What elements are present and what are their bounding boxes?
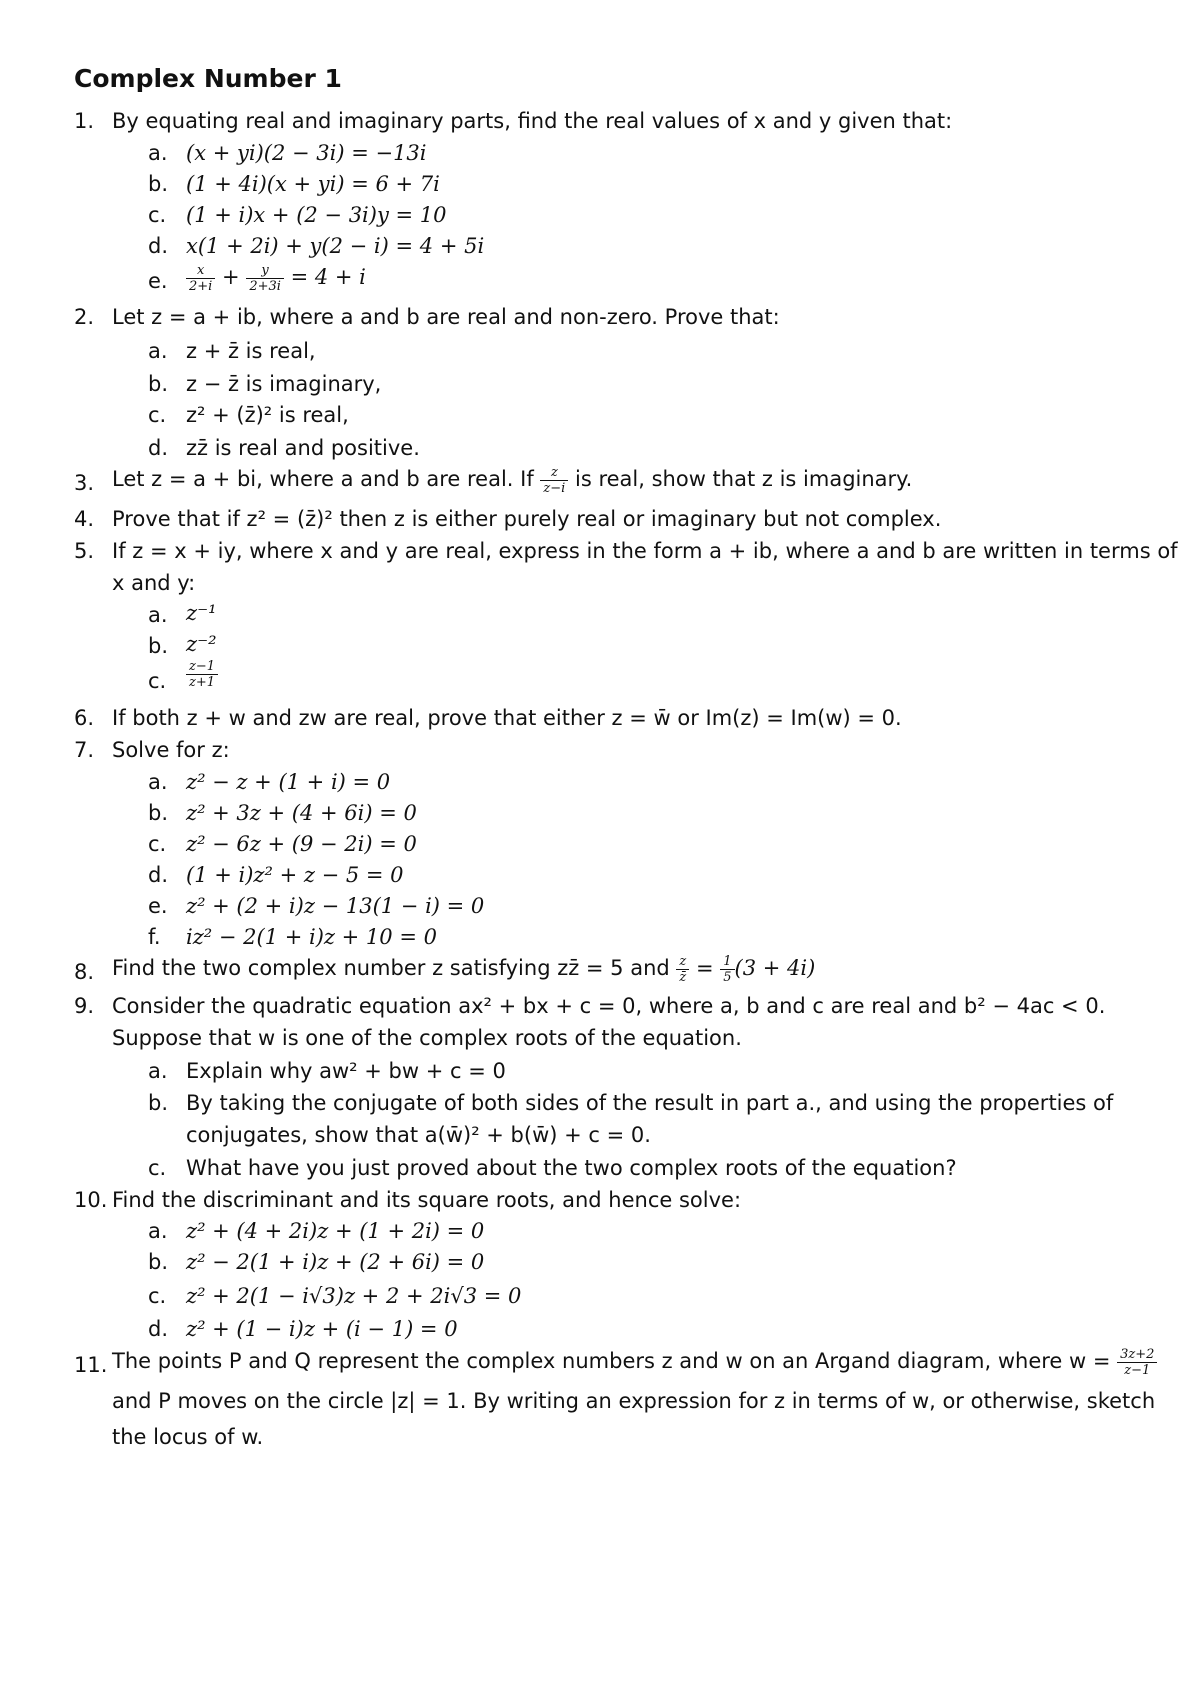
item-label: b. [148,1250,169,1274]
item-label: a. [148,603,168,627]
item-label: e. [148,269,168,293]
q10-d-equation: z² + (1 − i)z + (i − 1) = 0 [186,1317,458,1341]
q7-d-equation: (1 + i)z² + z − 5 = 0 [186,863,404,887]
question-11-text-cont: and P moves on the circle |z| = 1. By writing an expression for z in terms of w, or otherwise, sketch [112,1389,1156,1413]
question-9-text: Consider the quadratic equation ax² + bx + c = 0, where a, b and c are real and b² − 4ac < 0. [112,994,1106,1018]
fraction: $\frac{x}{2+i}$ [186,263,215,294]
item-label: b. [148,634,169,658]
item-label: a. [148,1219,168,1243]
question-number: 6. [74,706,95,730]
q10-a-equation: z² + (4 + 2i)z + (1 + 2i) = 0 [186,1219,485,1243]
question-5-text-cont: x and y: [112,571,196,595]
item-label: b. [148,1091,169,1115]
question-10-text: Find the discriminant and its square roots, and hence solve: [112,1188,742,1212]
item-label: a. [148,141,168,165]
q5-c-expression [186,658,218,690]
question-1-text: By equating real and imaginary parts, find the real values of x and y given that: [112,109,953,133]
q7-f-equation: iz² − 2(1 + i)z + 10 = 0 [186,925,437,949]
question-number: 8. [74,960,95,984]
question-number: 2. [74,305,95,329]
item-label: d. [148,1317,169,1341]
question-number: 10. [74,1188,108,1212]
item-label: b. [148,801,169,825]
item-label: d. [148,234,169,258]
item-label: c. [148,1156,167,1180]
q1-e-equation: $\frac{x}{2+i}$ + $\frac{y}{2+3i}$ = 4 + i [186,262,366,294]
question-number: 1. [74,109,95,133]
q1-a-equation: (x + yi)(2 − 3i) = −13i [186,141,427,165]
item-label: c. [148,669,167,693]
q2-b-text: z − z̄ is imaginary, [186,372,382,396]
q1-b-equation: (1 + 4i)(x + yi) = 6 + 7i [186,172,440,196]
q9-b-text: By taking the conjugate of both sides of the result in part a., and using the properties of [186,1091,1114,1115]
item-label: f. [148,925,161,949]
page-title: Complex Number 1 [74,64,342,93]
q5-a-expression: z⁻¹ [186,601,217,625]
question-9-text-cont: Suppose that w is one of the complex roots of the equation. [112,1026,742,1050]
q9-b-text-cont: conjugates, show that a(w̄)² + b(w̄) + c = 0. [186,1123,651,1147]
question-2-text: Let z = a + ib, where a and b are real and non-zero. Prove that: [112,305,780,329]
fraction: $\frac{y}{2+3i}$ [246,263,284,294]
fraction: $\frac{3z+2}{z-1}$ [1117,1347,1157,1378]
question-8-text: Find the two complex number z satisfying zz̄ = 5 and $\frac{z}{z̄}$ = $\frac{1}{5}$ (3 + 4i) [112,953,816,985]
item-label: d. [148,863,169,887]
fraction: $\frac{z}{z-i}$ [540,465,568,496]
question-number: 3. [74,471,95,495]
question-4-text: Prove that if z² = (z̄)² then z is either purely real or imaginary but not complex. [112,507,942,531]
item-label: a. [148,1059,168,1083]
q7-b-equation: z² + 3z + (4 + 6i) = 0 [186,801,417,825]
item-label: c. [148,403,167,427]
question-11-text: The points P and Q represent the complex numbers z and w on an Argand diagram, where w = $\frac{3z+2}{z-1}$ [112,1346,1157,1378]
item-label: d. [148,436,169,460]
q1-c-equation: (1 + i)x + (2 − 3i)y = 10 [186,203,447,227]
q2-d-text: zz̄ is real and positive. [186,436,420,460]
q10-c-equation: z² + 2(1 − i√3)z + 2 + 2i√3 = 0 [186,1284,522,1308]
q2-c-text: z² + (z̄)² is real, [186,403,349,427]
question-5-text: If z = x + iy, where x and y are real, express in the form a + ib, where a and b are written in terms of [112,539,1178,563]
question-11-text-cont2: the locus of w. [112,1425,264,1449]
q1-d-equation: x(1 + 2i) + y(2 − i) = 4 + 5i [186,234,485,258]
item-label: e. [148,894,168,918]
q7-c-equation: z² − 6z + (9 − 2i) = 0 [186,832,417,856]
q2-a-text: z + z̄ is real, [186,339,316,363]
item-label: b. [148,172,169,196]
q7-e-equation: z² + (2 + i)z − 13(1 − i) = 0 [186,894,485,918]
question-number: 5. [74,539,95,563]
q9-c-text: What have you just proved about the two complex roots of the equation? [186,1156,957,1180]
item-label: a. [148,339,168,363]
item-label: a. [148,770,168,794]
question-number: 7. [74,738,95,762]
item-label: c. [148,832,167,856]
item-label: c. [148,203,167,227]
q10-b-equation: z² − 2(1 + i)z + (2 + 6i) = 0 [186,1250,485,1274]
fraction: $\frac{z-1}{z+1}$ [186,659,218,690]
fraction: $\frac{z}{z̄}$ [676,954,689,985]
item-label: c. [148,1284,167,1308]
question-number: 9. [74,994,95,1018]
question-number: 11. [74,1353,108,1377]
fraction: $\frac{1}{5}$ [720,954,734,985]
q7-a-equation: z² − z + (1 + i) = 0 [186,770,391,794]
question-number: 4. [74,507,95,531]
question-6-text: If both z + w and zw are real, prove that either z = w̄ or Im(z) = Im(w) = 0. [112,706,902,730]
item-label: b. [148,372,169,396]
q9-a-text: Explain why aw² + bw + c = 0 [186,1059,506,1083]
question-7-text: Solve for z: [112,738,230,762]
q5-b-expression: z⁻² [186,632,217,656]
question-3-text: Let z = a + bi, where a and b are real. If $\frac{z}{z-i}$ is real, show that z is imaginary. [112,464,913,496]
